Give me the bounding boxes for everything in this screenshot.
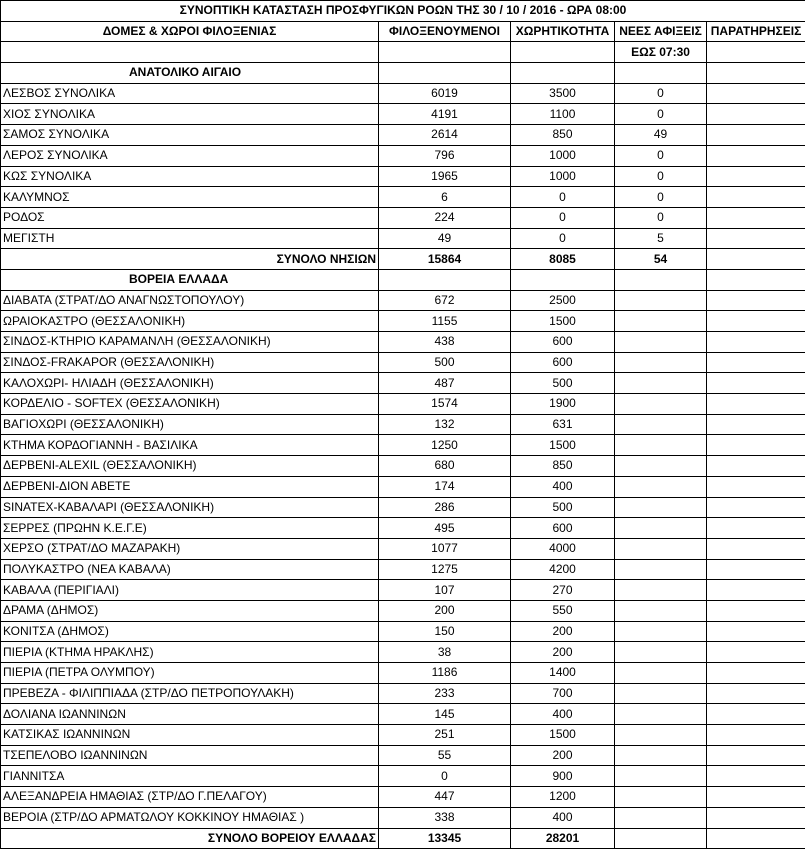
hosted-count: 2614 [379,125,511,146]
new-arrivals-count [615,683,707,704]
hosted-count: 680 [379,456,511,477]
new-arrivals-count [615,290,707,311]
capacity-count: 200 [511,621,615,642]
section-row [1,63,805,84]
total-notes [707,828,805,849]
header-hosted: ΦΙΛΟΞΕΝΟΥΜΕΝΟΙ [379,21,511,42]
table-row [1,766,805,787]
facility-name: ΣΙΝΔΟΣ-ΚΤΗΡΙΟ ΚΑΡΑΜΑΝΛΗ (ΘΕΣΣΑΛΟΝΙΚΗ) [1,332,379,353]
notes-cell [707,663,805,684]
table-body [1,63,805,849]
total-notes [707,249,805,270]
new-arrivals-count: 0 [615,187,707,208]
notes-cell [707,435,805,456]
notes-cell [707,725,805,746]
table-row [1,352,805,373]
facility-name: ΠΟΛΥΚΑΣΤΡΟ (ΝΕΑ ΚΑΒΑΛΑ) [1,559,379,580]
new-arrivals-count [615,518,707,539]
empty-cell [615,269,707,290]
facility-name: ΓΙΑΝΝΙΤΣΑ [1,766,379,787]
facility-name: ΚΑΒΑΛΑ (ΠΕΡΙΓΙΑΛΙ) [1,580,379,601]
new-arrivals-count [615,311,707,332]
notes-cell [707,787,805,808]
hosted-count: 49 [379,228,511,249]
empty-cell [707,63,805,84]
table-row [1,538,805,559]
new-arrivals-count: 0 [615,207,707,228]
new-arrivals-count [615,663,707,684]
new-arrivals-count [615,414,707,435]
total-row [1,249,805,270]
new-arrivals-count [615,332,707,353]
capacity-count: 500 [511,373,615,394]
facility-name: ΔΕΡΒΕΝΙ-ΔΙΟΝ ΑΒΕΤΕ [1,476,379,497]
facility-name: ΠΡΕΒΕΖΑ - ΦΙΛΙΠΠΙΑΔΑ (ΣΤΡ/ΔΟ ΠΕΤΡΟΠΟΥΛΑΚΗ) [1,683,379,704]
section-row [1,269,805,290]
facility-name: ΑΛΕΞΑΝΔΡΕΙΑ ΗΜΑΘΙΑΣ (ΣΤΡ/ΔΟ Γ.ΠΕΛΑΓΟΥ) [1,787,379,808]
empty-cell [615,63,707,84]
capacity-count: 600 [511,352,615,373]
new-arrivals-count [615,456,707,477]
table-row [1,787,805,808]
facility-name: ΛΕΣΒΟΣ ΣΥΝΟΛΙΚΑ [1,83,379,104]
facility-name: ΔΡΑΜΑ (ΔΗΜΟΣ) [1,600,379,621]
notes-cell [707,290,805,311]
total-arrivals [615,828,707,849]
header-notes: ΠΑΡΑΤΗΡΗΣΕΙΣ [707,21,805,42]
hosted-count: 796 [379,145,511,166]
hosted-count: 38 [379,642,511,663]
facility-name: ΚΤΗΜΑ ΚΟΡΔΟΓΙΑΝΝΗ - ΒΑΣΙΛΙΚΑ [1,435,379,456]
subheader-empty [379,42,511,63]
subheader-empty [511,42,615,63]
new-arrivals-count [615,435,707,456]
new-arrivals-count: 0 [615,166,707,187]
header-facilities: ΔΟΜΕΣ & ΧΩΡΟΙ ΦΙΛΟΞΕΝΙΑΣ [1,21,379,42]
notes-cell [707,456,805,477]
table-row [1,414,805,435]
facility-name: ΛΕΡΟΣ ΣΥΝΟΛΙΚΑ [1,145,379,166]
table-row [1,807,805,828]
notes-cell [707,538,805,559]
facility-name: ΚΟΝΙΤΣΑ (ΔΗΜΟΣ) [1,621,379,642]
hosted-count: 1250 [379,435,511,456]
hosted-count: 286 [379,497,511,518]
table-row [1,642,805,663]
hosted-count: 1077 [379,538,511,559]
capacity-count: 270 [511,580,615,601]
notes-cell [707,311,805,332]
notes-cell [707,352,805,373]
total-label: ΣΥΝΟΛΟ ΒΟΡΕΙΟΥ ΕΛΛΑΔΑΣ [1,828,379,849]
capacity-count: 2500 [511,290,615,311]
facility-name: SINATEX-ΚΑΒΑΛΑΡΙ (ΘΕΣΣΑΛΟΝΙΚΗ) [1,497,379,518]
capacity-count: 0 [511,207,615,228]
new-arrivals-count [615,766,707,787]
facility-name: ΒΑΓΙΟΧΩΡΙ (ΘΕΣΣΑΛΟΝΙΚΗ) [1,414,379,435]
table-row [1,497,805,518]
new-arrivals-count [615,600,707,621]
total-capacity: 8085 [511,249,615,270]
new-arrivals-count [615,373,707,394]
capacity-count: 631 [511,414,615,435]
hosted-count: 107 [379,580,511,601]
notes-cell [707,145,805,166]
capacity-count: 900 [511,766,615,787]
capacity-count: 1100 [511,104,615,125]
capacity-count: 1500 [511,435,615,456]
total-capacity: 28201 [511,828,615,849]
empty-cell [511,269,615,290]
facility-name: ΤΣΕΠΕΛΟΒΟ ΙΩΑΝΝΙΝΩΝ [1,745,379,766]
notes-cell [707,642,805,663]
notes-cell [707,807,805,828]
empty-cell [707,269,805,290]
capacity-count: 400 [511,704,615,725]
table-row [1,228,805,249]
notes-cell [707,600,805,621]
capacity-count: 1000 [511,145,615,166]
capacity-count: 1500 [511,725,615,746]
new-arrivals-count [615,394,707,415]
capacity-count: 700 [511,683,615,704]
table-row [1,683,805,704]
table-row [1,725,805,746]
facility-name: ΣΑΜΟΣ ΣΥΝΟΛΙΚΑ [1,125,379,146]
section-title: ΑΝΑΤΟΛΙΚΟ ΑΙΓΑΙΟ [1,63,379,84]
capacity-count: 4000 [511,538,615,559]
facility-name: ΒΕΡΟΙΑ (ΣΤΡ/ΔΟ ΑΡΜΑΤΩΛΟΥ ΚΟΚΚΙΝΟΥ ΗΜΑΘΙΑΣ ) [1,807,379,828]
table-row [1,476,805,497]
subheader-empty [707,42,805,63]
new-arrivals-count: 49 [615,125,707,146]
capacity-count: 1000 [511,166,615,187]
facility-name: ΠΙΕΡΙΑ (ΠΕΤΡΑ ΟΛΥΜΠΟΥ) [1,663,379,684]
facility-name: ΧΕΡΣΟ (ΣΤΡΑΤ/ΔΟ ΜΑΖΑΡΑΚΗ) [1,538,379,559]
table-row [1,621,805,642]
total-row [1,828,805,849]
new-arrivals-count [615,352,707,373]
table-row [1,663,805,684]
hosted-count: 145 [379,704,511,725]
table-row [1,290,805,311]
new-arrivals-count [615,725,707,746]
facility-name: ΠΙΕΡΙΑ (ΚΤΗΜΑ ΗΡΑΚΛΗΣ) [1,642,379,663]
table-row [1,559,805,580]
notes-cell [707,207,805,228]
table-row [1,456,805,477]
hosted-count: 1574 [379,394,511,415]
capacity-count: 0 [511,187,615,208]
hosted-count: 672 [379,290,511,311]
facility-name: ΚΑΛΟΧΩΡΙ- ΗΛΙΑΔΗ (ΘΕΣΣΑΛΟΝΙΚΗ) [1,373,379,394]
capacity-count: 1400 [511,663,615,684]
table-row [1,332,805,353]
hosted-count: 200 [379,600,511,621]
report-title: ΣΥΝΟΠΤΙΚΗ ΚΑΤΑΣΤΑΣΗ ΠΡΟΣΦΥΓΙΚΩΝ ΡΟΩΝ ΤΗΣ 30 / 10 / 2016 - ΩΡΑ 08:00 [1,1,805,22]
header-capacity: ΧΩΡΗΤΙΚΟΤΗΤΑ [511,21,615,42]
new-arrivals-count [615,538,707,559]
hosted-count: 55 [379,745,511,766]
table-row [1,104,805,125]
hosted-count: 447 [379,787,511,808]
table-row [1,518,805,539]
table-row [1,125,805,146]
capacity-count: 4200 [511,559,615,580]
capacity-count: 600 [511,518,615,539]
section-title: ΒΟΡΕΙΑ ΕΛΛΑΔΑ [1,269,379,290]
capacity-count: 1200 [511,787,615,808]
table-row [1,166,805,187]
table-row [1,704,805,725]
notes-cell [707,621,805,642]
facility-name: ΚΑΤΣΙΚΑΣ ΙΩΑΝΝΙΝΩΝ [1,725,379,746]
notes-cell [707,518,805,539]
table-row [1,83,805,104]
table-row [1,394,805,415]
capacity-count: 400 [511,807,615,828]
hosted-count: 438 [379,332,511,353]
new-arrivals-count [615,497,707,518]
hosted-count: 495 [379,518,511,539]
notes-cell [707,745,805,766]
hosted-count: 174 [379,476,511,497]
table-row [1,373,805,394]
empty-cell [379,269,511,290]
total-arrivals: 54 [615,249,707,270]
table-row [1,580,805,601]
notes-cell [707,373,805,394]
notes-cell [707,704,805,725]
notes-cell [707,125,805,146]
capacity-count: 400 [511,476,615,497]
hosted-count: 1965 [379,166,511,187]
new-arrivals-count [615,807,707,828]
hosted-count: 150 [379,621,511,642]
notes-cell [707,332,805,353]
facility-name: ΔΟΛΙΑΝΑ ΙΩΑΝΝΙΝΩΝ [1,704,379,725]
table-row [1,311,805,332]
capacity-count: 1900 [511,394,615,415]
capacity-count: 200 [511,745,615,766]
capacity-count: 200 [511,642,615,663]
facility-name: ΚΩΣ ΣΥΝΟΛΙΚΑ [1,166,379,187]
facility-name: ΔΙΑΒΑΤΑ (ΣΤΡΑΤ/ΔΟ ΑΝΑΓΝΩΣΤΟΠΟΥΛΟΥ) [1,290,379,311]
new-arrivals-count [615,621,707,642]
empty-cell [511,63,615,84]
total-hosted: 13345 [379,828,511,849]
new-arrivals-count [615,745,707,766]
capacity-count: 500 [511,497,615,518]
notes-cell [707,187,805,208]
subheader-empty [1,42,379,63]
total-hosted: 15864 [379,249,511,270]
capacity-count: 550 [511,600,615,621]
facility-name: ΚΟΡΔΕΛΙΟ - SOFTEX (ΘΕΣΣΑΛΟΝΙΚΗ) [1,394,379,415]
new-arrivals-count: 0 [615,83,707,104]
hosted-count: 487 [379,373,511,394]
new-arrivals-count [615,580,707,601]
hosted-count: 251 [379,725,511,746]
facility-name: ΧΙΟΣ ΣΥΝΟΛΙΚΑ [1,104,379,125]
table-row [1,145,805,166]
notes-cell [707,559,805,580]
new-arrivals-count [615,559,707,580]
hosted-count: 224 [379,207,511,228]
notes-cell [707,104,805,125]
new-arrivals-count [615,476,707,497]
empty-cell [379,63,511,84]
new-arrivals-count: 0 [615,145,707,166]
notes-cell [707,394,805,415]
capacity-count: 850 [511,456,615,477]
hosted-count: 1275 [379,559,511,580]
notes-cell [707,683,805,704]
hosted-count: 1186 [379,663,511,684]
facility-name: ΡΟΔΟΣ [1,207,379,228]
notes-cell [707,476,805,497]
notes-cell [707,166,805,187]
notes-cell [707,766,805,787]
hosted-count: 233 [379,683,511,704]
hosted-count: 0 [379,766,511,787]
notes-cell [707,228,805,249]
facility-name: ΩΡΑΙΟΚΑΣΤΡΟ (ΘΕΣΣΑΛΟΝΙΚΗ) [1,311,379,332]
new-arrivals-count [615,704,707,725]
table-row [1,745,805,766]
notes-cell [707,497,805,518]
hosted-count: 338 [379,807,511,828]
facility-name: ΔΕΡΒΕΝΙ-ALEXIL (ΘΕΣΣΑΛΟΝΙΚΗ) [1,456,379,477]
facility-name: ΣΙΝΔΟΣ-FRAKAPOR (ΘΕΣΣΑΛΟΝΙΚΗ) [1,352,379,373]
hosted-count: 132 [379,414,511,435]
facility-name: ΣΕΡΡΕΣ (ΠΡΩΗΝ Κ.Ε.Γ.Ε) [1,518,379,539]
hosted-count: 500 [379,352,511,373]
hosted-count: 6 [379,187,511,208]
table-row [1,207,805,228]
hosted-count: 4191 [379,104,511,125]
notes-cell [707,580,805,601]
notes-cell [707,414,805,435]
facility-name: ΜΕΓΙΣΤΗ [1,228,379,249]
total-label: ΣΥΝΟΛΟ ΝΗΣΙΩΝ [1,249,379,270]
new-arrivals-count [615,787,707,808]
capacity-count: 1500 [511,311,615,332]
capacity-count: 0 [511,228,615,249]
table-row [1,600,805,621]
hosted-count: 6019 [379,83,511,104]
header-new-arrivals: ΝΕΕΣ ΑΦΙΞΕΙΣ [615,21,707,42]
hosted-count: 1155 [379,311,511,332]
capacity-count: 600 [511,332,615,353]
table-row [1,435,805,456]
table-row [1,187,805,208]
facility-name: ΚΑΛΥΜΝΟΣ [1,187,379,208]
capacity-count: 3500 [511,83,615,104]
notes-cell [707,83,805,104]
subheader-arrivals-time: ΕΩΣ 07:30 [615,42,707,63]
new-arrivals-count: 5 [615,228,707,249]
capacity-count: 850 [511,125,615,146]
new-arrivals-count [615,642,707,663]
new-arrivals-count: 0 [615,104,707,125]
